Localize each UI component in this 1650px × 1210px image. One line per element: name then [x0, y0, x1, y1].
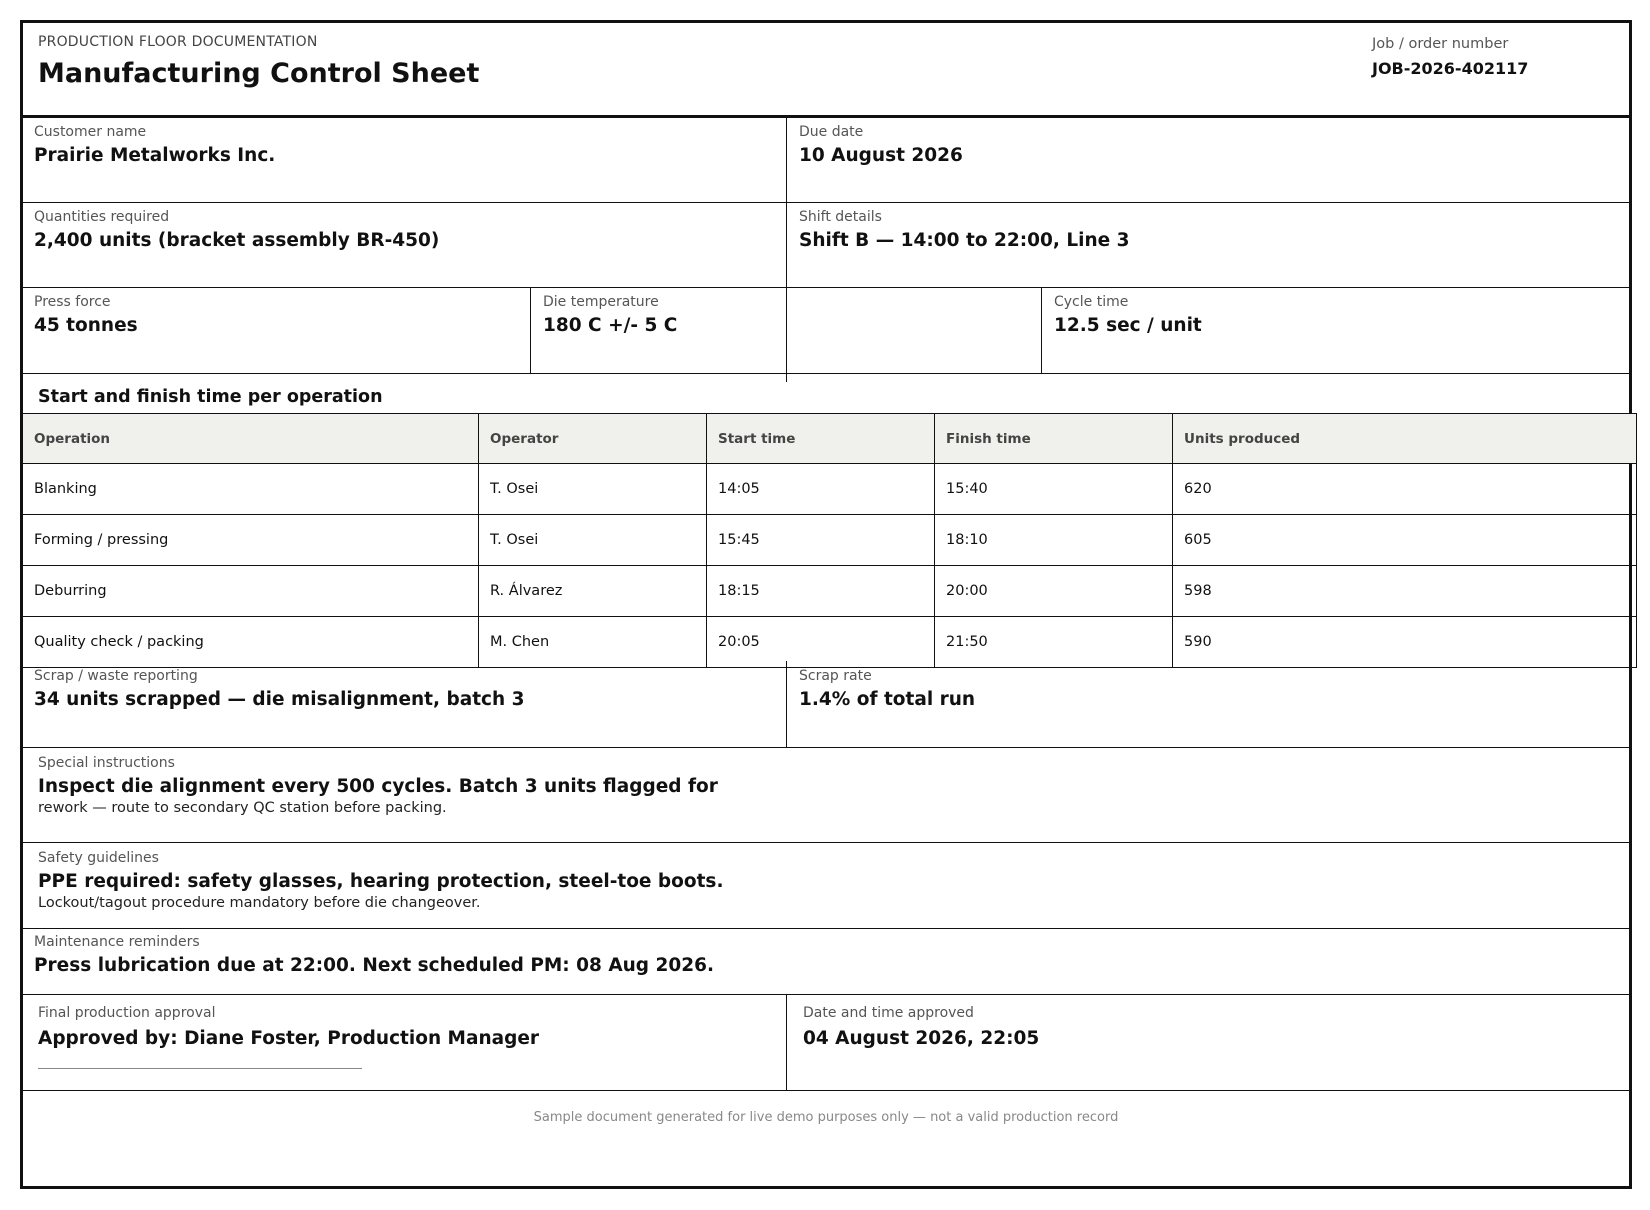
scrap-field [34, 668, 525, 710]
page-title: Manufacturing Control Sheet [38, 58, 480, 89]
due-date-value: 10 August 2026 [799, 145, 963, 166]
operator-cell: T. Osei [479, 515, 707, 566]
footer-disclaimer: Sample document generated for live demo purposes only — not a valid production record [533, 1110, 1119, 1125]
operation-cell: Forming / pressing [23, 515, 479, 566]
operator-cell: M. Chen [479, 617, 707, 668]
table-row [23, 515, 1637, 566]
column-divider [1041, 287, 1042, 373]
approval-date-value: 04 August 2026, 22:05 [803, 1028, 1040, 1049]
job-number-value: JOB-2026-402117 [1372, 59, 1529, 78]
maintenance-value: Press lubrication due at 22:00. Next scheduled PM: 08 Aug 2026. [34, 955, 715, 976]
row-divider [23, 928, 1629, 929]
cycle-time-field [1054, 294, 1202, 336]
row-divider [23, 373, 1629, 374]
operation-cell: Blanking [23, 464, 479, 515]
units-produced-cell: 620 [1173, 464, 1637, 515]
operation-cell: Deburring [23, 566, 479, 617]
maintenance-label: Maintenance reminders [34, 934, 200, 950]
header-divider [23, 115, 1629, 118]
row-divider [23, 1090, 1629, 1091]
special-instructions-line-2: rework — route to secondary QC station before packing. [38, 800, 447, 816]
die-temperature-label: Die temperature [543, 294, 659, 310]
row-divider [23, 747, 1629, 748]
press-force-value: 45 tonnes [34, 315, 138, 336]
die-temperature-field [543, 294, 677, 336]
safety-guidelines-field [38, 850, 723, 911]
shift-field [799, 209, 1130, 251]
operations-section-title: Start and finish time per operation [38, 387, 383, 407]
quantities-value: 2,400 units (bracket assembly BR-450) [34, 230, 440, 251]
safety-guidelines-line-2: Lockout/tagout procedure mandatory before die changeover. [38, 895, 481, 911]
row-divider [23, 287, 1629, 288]
approval-date-field [803, 1005, 1039, 1049]
press-force-field [34, 294, 138, 336]
scrap-value: 34 units scrapped — die misalignment, batch 3 [34, 689, 525, 710]
scrap-rate-field [799, 668, 975, 710]
signature-line [38, 1068, 362, 1069]
finish-time-cell: 20:00 [935, 566, 1173, 617]
due-date-field [799, 124, 963, 166]
die-temperature-value: 180 C +/- 5 C [543, 315, 678, 336]
start-time-cell: 20:05 [707, 617, 935, 668]
quantities-field [34, 209, 439, 251]
units-produced-cell: 590 [1173, 617, 1637, 668]
finish-time-cell: 21:50 [935, 617, 1173, 668]
units-produced-cell: 605 [1173, 515, 1637, 566]
scrap-rate-label: Scrap rate [799, 668, 872, 684]
safety-guidelines-label: Safety guidelines [38, 850, 159, 866]
cycle-time-label: Cycle time [1054, 294, 1129, 310]
approval-label: Final production approval [38, 1005, 216, 1021]
table-row [23, 566, 1637, 617]
table-row [23, 464, 1637, 515]
customer-label: Customer name [34, 124, 147, 140]
column-divider [786, 117, 787, 382]
scrap-label: Scrap / waste reporting [34, 668, 198, 684]
safety-guidelines-line-1: PPE required: safety glasses, hearing protection, steel-toe boots. [38, 871, 724, 892]
start-time-cell: 18:15 [707, 566, 935, 617]
column-header-start-time: Start time [707, 414, 935, 464]
customer-value: Prairie Metalworks Inc. [34, 145, 276, 166]
special-instructions-line-1: Inspect die alignment every 500 cycles. Batch 3 units flagged for [38, 776, 718, 797]
column-divider [530, 287, 531, 373]
table-row [23, 617, 1637, 668]
press-force-label: Press force [34, 294, 111, 310]
operator-cell: R. Álvarez [479, 566, 707, 617]
cycle-time-value: 12.5 sec / unit [1054, 315, 1202, 336]
shift-value: Shift B — 14:00 to 22:00, Line 3 [799, 230, 1130, 251]
finish-time-cell: 18:10 [935, 515, 1173, 566]
column-header-units-produced: Units produced [1173, 414, 1637, 464]
job-number-label: Job / order number [1372, 36, 1509, 52]
row-divider [23, 202, 1629, 203]
quantities-label: Quantities required [34, 209, 170, 225]
operator-cell: T. Osei [479, 464, 707, 515]
shift-label: Shift details [799, 209, 882, 225]
column-divider [786, 994, 787, 1090]
approval-value: Approved by: Diane Foster, Production Manager [38, 1028, 540, 1049]
column-header-finish-time: Finish time [935, 414, 1173, 464]
document-category: PRODUCTION FLOOR DOCUMENTATION [38, 34, 318, 50]
control-sheet [20, 20, 1632, 1189]
special-instructions-field [38, 755, 718, 816]
approval-date-label: Date and time approved [803, 1005, 974, 1021]
special-instructions-label: Special instructions [38, 755, 175, 771]
table-header-row [23, 414, 1637, 464]
column-header-operation: Operation [23, 414, 479, 464]
customer-field [34, 124, 275, 166]
start-time-cell: 14:05 [707, 464, 935, 515]
approval-field [38, 1005, 539, 1049]
scrap-rate-value: 1.4% of total run [799, 689, 976, 710]
units-produced-cell: 598 [1173, 566, 1637, 617]
maintenance-field [34, 934, 714, 976]
row-divider [23, 994, 1629, 995]
column-header-operator: Operator [479, 414, 707, 464]
operation-cell: Quality check / packing [23, 617, 479, 668]
column-divider [786, 661, 787, 747]
start-time-cell: 15:45 [707, 515, 935, 566]
finish-time-cell: 15:40 [935, 464, 1173, 515]
row-divider [23, 842, 1629, 843]
operations-table [22, 413, 1637, 668]
due-date-label: Due date [799, 124, 864, 140]
